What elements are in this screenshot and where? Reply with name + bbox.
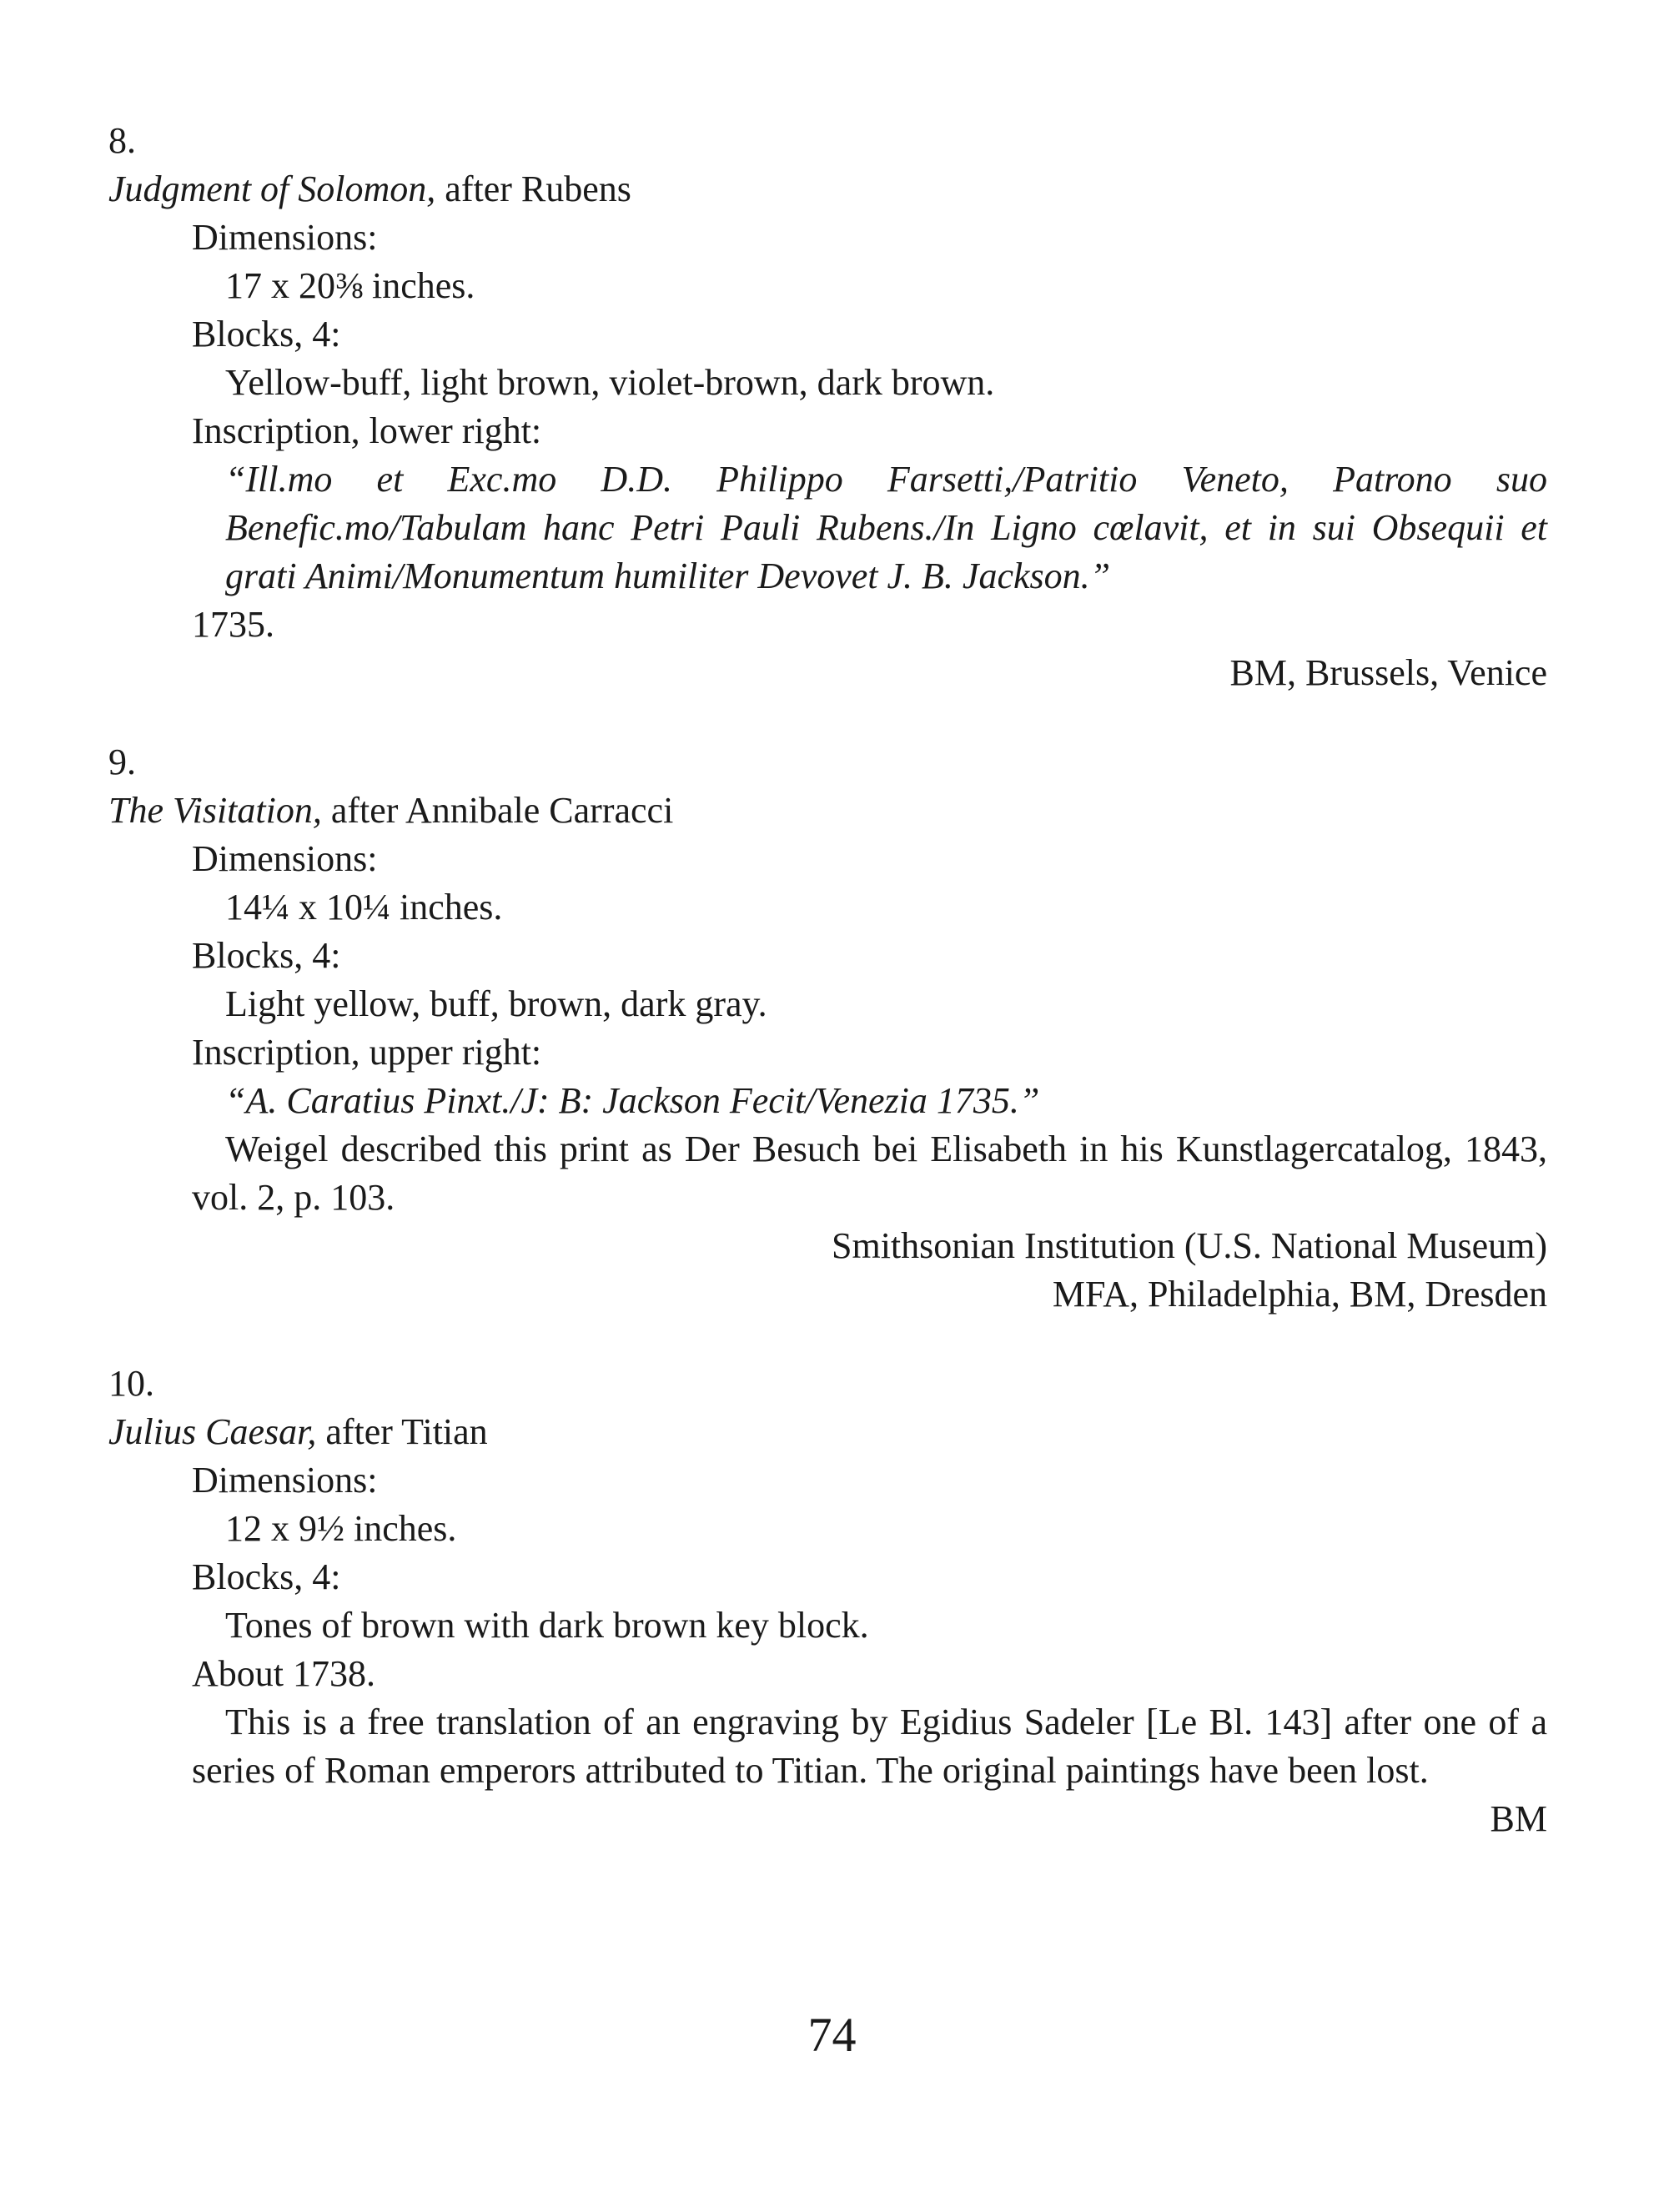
entry-attribution: after Titian <box>316 1411 488 1452</box>
dimensions-value: 17 x 20⅜ inches. <box>225 265 475 306</box>
entry-title-line <box>108 787 1547 835</box>
entry-note: Weigel described this print as Der Besuch bei Elisabeth in his Kunstlagercatalog, 1843, vol. 2, p. 103. <box>192 1129 1547 1218</box>
page-number: 74 <box>807 2008 857 2062</box>
inscription-label: Inscription, upper right: <box>192 1032 542 1073</box>
blocks-value: Tones of brown with dark brown key block. <box>225 1605 869 1646</box>
dimensions-label: Dimensions: <box>192 217 378 258</box>
entry-locations-line2: MFA, Philadelphia, BM, Dresden <box>1052 1274 1547 1315</box>
dimensions-value: 12 x 9½ inches. <box>225 1508 457 1549</box>
blocks-label: Blocks, 4: <box>192 935 341 976</box>
dimensions-label: Dimensions: <box>192 1460 378 1501</box>
entry-attribution: after Annibale Carracci <box>321 790 674 831</box>
entry-date: 1735. <box>192 604 274 645</box>
inscription-label: Inscription, lower right: <box>192 410 542 451</box>
catalogue-entry-8 <box>108 117 1547 697</box>
entry-locations: BM <box>1490 1798 1547 1839</box>
blocks-value: Yellow-buff, light brown, violet-brown, dark brown. <box>225 362 995 403</box>
blocks-label: Blocks, 4: <box>192 314 341 354</box>
entry-title-line <box>108 1408 1547 1456</box>
entry-locations-line1: Smithsonian Institution (U.S. National Museum) <box>832 1225 1547 1266</box>
dimensions-value: 14¼ x 10¼ inches. <box>225 887 503 928</box>
entry-number: 10. <box>108 1363 154 1404</box>
entry-title: Julius Caesar, <box>108 1411 317 1452</box>
dimensions-label: Dimensions: <box>192 838 378 879</box>
entry-note: This is a free translation of an engraving by Egidius Sadeler [Le Bl. 143] after one of a series of Roman emperors attributed to Titian. The original paintings have been lost. <box>192 1702 1547 1791</box>
entry-title: The Visitation, <box>108 790 322 831</box>
entry-title: Judgment of Solomon, <box>108 168 436 209</box>
entry-date: About 1738. <box>192 1653 375 1694</box>
blocks-label: Blocks, 4: <box>192 1556 341 1597</box>
catalogue-entry-10 <box>108 1360 1547 1843</box>
entry-title-line <box>108 165 1547 214</box>
entry-number: 8. <box>108 120 136 161</box>
entry-attribution: after Rubens <box>435 168 631 209</box>
blocks-value: Light yellow, buff, brown, dark gray. <box>225 983 767 1024</box>
catalogue-entry-9 <box>108 738 1547 1319</box>
entry-locations: BM, Brussels, Venice <box>1229 652 1547 693</box>
entry-number: 9. <box>108 742 136 782</box>
inscription-text: “A. Caratius Pinxt./J: B: Jackson Fecit/Venezia 1735.” <box>225 1080 1040 1121</box>
inscription-text: “Ill.mo et Exc.mo D.D. Philippo Farsetti,/Patritio Veneto, Patrono suo Benefic.mo/Tabulam hanc Petri Pauli Rubens./In Ligno cœlavit, et in sui Obsequii et grati Animi/Monumentum humiliter Devovet J. B. Jackson.” <box>225 459 1547 596</box>
